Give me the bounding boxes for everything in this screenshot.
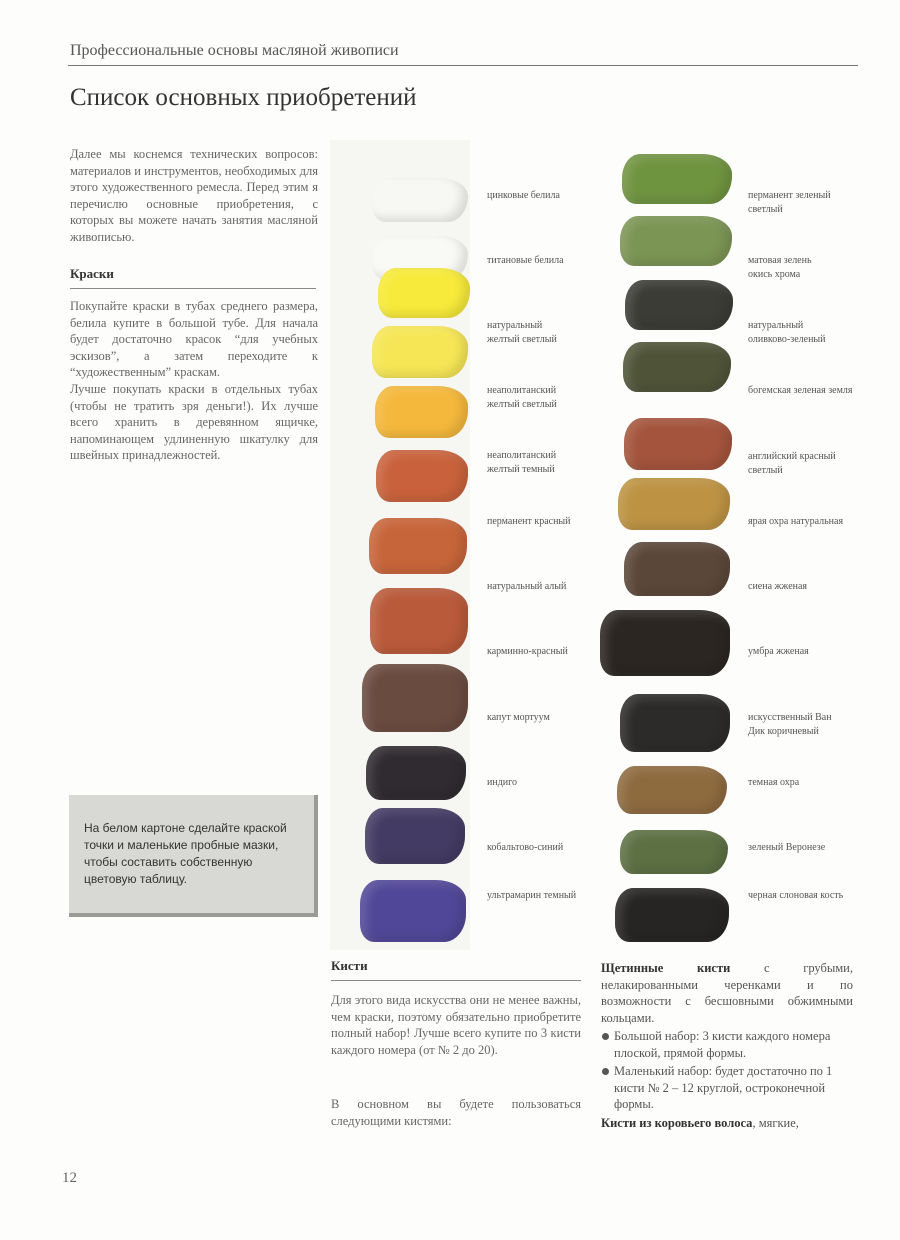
brushes-heading: Кисти [331, 958, 581, 981]
swatch-permanent-green-light [622, 154, 732, 204]
label-carmine-red: карминно-красный [487, 646, 568, 657]
right-column-text [601, 960, 853, 1133]
label-naples-yellow-dark: неаполитанский желтый темный [487, 450, 557, 475]
label-olive-green: натуральный оливково-зеленый [748, 320, 826, 345]
swatch-ultramarine-dark [360, 880, 466, 942]
paints-paragraph-2: Лучше покупать краски в отдельных тубах (чтобы не тратить зря деньги!). Их лучше всего хранить в деревянном ящичке, напоминающем удлиненную шкатулку для швейных принадлежностей. [70, 382, 318, 462]
swatch-yellow-light [378, 268, 470, 318]
header-rule [68, 65, 858, 66]
label-caput-mortuum: капут мортуум [487, 712, 550, 723]
swatch-carmine-red [370, 588, 468, 654]
label-van-dyke-brown: искусственный Ван Дик коричневый [748, 712, 832, 737]
swatch-dark-ochre [617, 766, 727, 814]
swatch-indigo [366, 746, 466, 800]
intro-paragraph: Далее мы коснемся технических вопросов: материалов и инструментов, необходимых для этого художественного ремесла. Перед этим я перечислю основные приобретения, с которых вы можете начать занятия масляной живописью. [70, 147, 318, 244]
bullet-icon [602, 1033, 609, 1040]
list-item [601, 1028, 853, 1061]
bristle-brushes-text: с грубыми, нелакированными черенками и по возможности с бесшовными обжимными кольцами. [601, 961, 853, 1025]
list-item-text: Маленький набор: будет достаточно по 1 кисти № 2 – 12 круглой, остроконечной формы. [614, 1064, 833, 1111]
label-english-red-light: английский красный светлый [748, 451, 836, 476]
label-permanent-green-light: перманент зеленый светлый [748, 190, 831, 215]
swatch-natural-scarlet [369, 518, 467, 574]
label-chrome-oxide-green: матовая зелень окись хрома [748, 255, 812, 280]
label-indigo: индиго [487, 777, 517, 788]
swatch-veronese-green [620, 830, 728, 874]
label-ultramarine-dark: ультрамарин темный [487, 890, 577, 901]
label-cobalt-blue: кобальтово-синий [487, 842, 564, 853]
ox-hair-brushes-term: Кисти из коровьего волоса [601, 1115, 753, 1130]
swatch-chrome-oxide-green [620, 216, 732, 266]
swatch-ivory-black [615, 888, 729, 942]
swatch-olive-green [625, 280, 733, 330]
bristle-brushes-term: Щетинные кисти [601, 961, 731, 975]
swatch-cobalt-blue [365, 808, 465, 864]
swatch-bohemian-green-earth [623, 342, 731, 392]
label-naples-yellow-light: неаполитанский желтый светлый [487, 385, 557, 410]
swatch-burnt-umber [600, 610, 730, 676]
page-title: Список основных приобретений [70, 84, 417, 111]
label-yellow-light: натуральный желтый светлый [487, 320, 557, 345]
ox-hair-brushes-text: , мягкие, [752, 1115, 799, 1130]
swatch-permanent-red [376, 450, 468, 502]
bristle-brushes-paragraph [601, 960, 853, 1026]
label-ivory-black: черная слоновая кость [748, 890, 844, 901]
swatch-zinc-white [372, 178, 468, 222]
bristle-brushes-list [601, 1028, 853, 1113]
page-number: 12 [62, 1170, 77, 1186]
paints-heading: Краски [70, 266, 316, 289]
tip-text: На белом картоне сделайте краской точки и маленькие пробные мазки, чтобы составить собственную цветовую таблицу. [84, 821, 287, 886]
label-dark-ochre: темная охра [748, 777, 800, 788]
list-item [601, 1063, 853, 1113]
swatch-burnt-sienna [624, 542, 730, 596]
paints-paragraph-1: Покупайте краски в тубах среднего размера, белила купите в большой тубе. Для начала будет достаточно красок “для учебных эскизов”, а затем переходите к “художественным” краскам. [70, 299, 318, 379]
running-title: Профессиональные основы масляной живописи [70, 42, 399, 59]
label-permanent-red: перманент красный [487, 516, 571, 527]
swatch-caput-mortuum [362, 664, 468, 732]
label-titanium-white: титановые белила [487, 255, 564, 266]
label-burnt-umber: умбра жженая [748, 646, 809, 657]
bullet-icon [602, 1068, 609, 1075]
label-burnt-sienna: сиена жженая [748, 581, 808, 592]
swatch-english-red-light [624, 418, 732, 470]
label-bohemian-green-earth: богемская зеленая земля [748, 385, 853, 396]
swatch-yellow-ochre [618, 478, 730, 530]
brushes-paragraph-1: Для этого вида искусства они не менее важны, чем краски, поэтому обязательно приобретите полный набор! Лучше всего купите по 3 кисти каждого номера (от № 2 до 20). [331, 993, 581, 1057]
label-zinc-white: цинковые белила [487, 190, 560, 201]
list-item-text: Большой набор: 3 кисти каждого номера плоской, прямой формы. [614, 1029, 831, 1060]
label-natural-scarlet: натуральный алый [487, 581, 567, 592]
label-yellow-ochre: ярая охра натуральная [748, 516, 844, 527]
brushes-paragraph-2: В основном вы будете пользоваться следующими кистями: [331, 1097, 581, 1128]
label-veronese-green: зеленый Веронезе [748, 842, 826, 853]
swatch-naples-yellow-light [372, 326, 468, 378]
swatch-van-dyke-brown [620, 694, 730, 752]
ox-hair-brushes-paragraph [601, 1115, 853, 1132]
swatch-naples-yellow-dark [375, 386, 468, 438]
